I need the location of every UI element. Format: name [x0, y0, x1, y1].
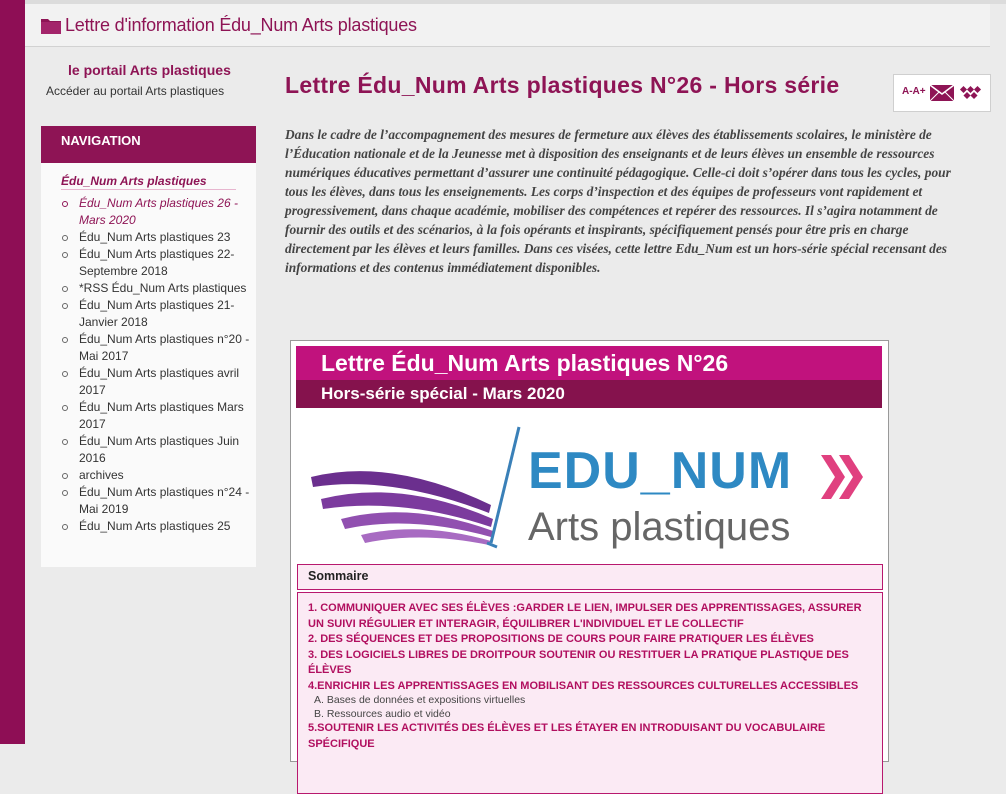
header-bar	[25, 4, 990, 47]
page-tools	[893, 74, 991, 112]
page-title: Lettre Édu_Num Arts plastiques N°26 - Hors série	[285, 72, 840, 98]
logo-edunum-text: EDU_NUM	[528, 442, 793, 500]
intro-paragraph: Dans le cadre de l’accompagnement des mesures de fermeture aux élèves des établissements scolaires, le ministère de l’Éducation nationale et de la Jeunesse met à disposition des enseignants et de leurs élèves un ensemble de ressources numériques éducatives permettant d’assurer une continuité pédagogique. Celle-ci doit s’opérer dans tous les cycles, pour tous les élèves, dans tous les enseignements. Les corps d’inspection et des équipes de professeurs vont rapidement et progressivement, dans chaque académie, mobiliser des compétences et repérer des ressources. Il s’agira notamment de fournir des outils et des scénarios, à la fois opérants et inspirants, spécifiquement pensés pour être pris en charge directement par les élèves et leurs familles. Dans ces visées, cette lettre Edu_Num est un hors-série spécial recensant des informations et des contenus immédiatement disponibles.	[285, 127, 951, 275]
nav-item-edunum-22[interactable]: Édu_Num Arts plastiques 22- Septembre 2018	[61, 246, 251, 280]
summary-subitem-4b[interactable]: B. Ressources audio et vidéo	[314, 707, 451, 720]
navigation-header	[41, 126, 256, 163]
summary-title: Sommaire	[308, 569, 369, 583]
summary-item-3[interactable]: 3. DES LOGICIELS LIBRES DE DROITPOUR SOUTENIR OU RESTITUER LA PRATIQUE PLASTIQUE DES ÉLÈVES	[308, 648, 849, 676]
summary-header	[297, 564, 883, 590]
newsletter-title-bar	[296, 346, 882, 380]
summary-item-5[interactable]: 5.SOUTENIR LES ACTIVITÉS DES ÉLÈVES ET LES ÉTAYER EN INTRODUISANT DU VOCABULAIRE SPÉCIFIQUE	[308, 722, 826, 750]
left-color-band	[0, 0, 25, 744]
nav-item-edunum-25[interactable]: Édu_Num Arts plastiques 25	[61, 518, 251, 535]
font-size-icon[interactable]: A-A+	[902, 86, 926, 97]
share-icon[interactable]	[958, 84, 982, 102]
nav-item-edunum-24[interactable]: Édu_Num Arts plastiques n°24 - Mai 2019	[61, 484, 251, 518]
logo-arts-plastiques-text: Arts plastiques	[528, 505, 791, 549]
nav-item-edunum-juin-2016[interactable]: Édu_Num Arts plastiques Juin 2016	[61, 433, 251, 467]
folder-icon	[41, 16, 61, 34]
summary-body	[297, 592, 883, 794]
navigation-title: NAVIGATION	[61, 133, 141, 148]
nav-item-rss[interactable]: *RSS Édu_Num Arts plastiques	[61, 280, 251, 297]
newsletter-subtitle-bar	[296, 380, 882, 408]
summary-list	[308, 601, 873, 752]
nav-active-category[interactable]: Édu_Num Arts plastiques	[61, 174, 236, 190]
nav-item-edunum-21[interactable]: Édu_Num Arts plastiques 21- Janvier 2018	[61, 297, 251, 331]
portal-access-link[interactable]: Accéder au portail Arts plastiques	[46, 84, 225, 98]
nav-item-edunum-avril-2017[interactable]: Édu_Num Arts plastiques avril 2017	[61, 365, 251, 399]
navigation-panel	[41, 126, 256, 567]
newsletter-embed	[290, 340, 889, 762]
summary-item-1[interactable]: 1. COMMUNIQUER AVEC SES ÉLÈVES :GARDER LE LIEN, IMPULSER DES APPRENTISSAGES, ASSURER UN SUIVI RÉGULIER ET INTERAGIR, ÉQUILIBRER L'INDIVIDUEL ET LE COLLECTIF	[308, 602, 862, 630]
header-title: Lettre d'information Édu_Num Arts plastiques	[65, 15, 417, 35]
summary-item-2[interactable]: 2. DES SÉQUENCES ET DES PROPOSITIONS DE COURS POUR FAIRE PRATIQUER LES ÉLÈVES	[308, 633, 814, 645]
summary-subitem-4a[interactable]: A. Bases de données et expositions virtuelles	[314, 694, 526, 706]
portal-link[interactable]: le portail Arts plastiques	[68, 62, 231, 78]
nav-item-edunum-20[interactable]: Édu_Num Arts plastiques n°20 - Mai 2017	[61, 331, 251, 365]
nav-list	[61, 195, 251, 535]
newsletter-subtitle: Hors-série spécial - Mars 2020	[321, 384, 565, 403]
summary-item-4[interactable]: 4.ENRICHIR LES APPRENTISSAGES EN MOBILISANT DES RESSOURCES CULTURELLES ACCESSIBLES	[308, 679, 859, 692]
newsletter-title: Lettre Édu_Num Arts plastiques N°26	[321, 350, 729, 376]
nav-item-edunum-26[interactable]: Édu_Num Arts plastiques 26 - Mars 2020	[61, 195, 251, 229]
envelope-icon[interactable]	[930, 85, 954, 101]
nav-item-archives[interactable]: archives	[61, 467, 251, 484]
nav-item-edunum-23[interactable]: Édu_Num Arts plastiques 23	[61, 229, 251, 246]
nav-item-edunum-mars-2017[interactable]: Édu_Num Arts plastiques Mars 2017	[61, 399, 251, 433]
